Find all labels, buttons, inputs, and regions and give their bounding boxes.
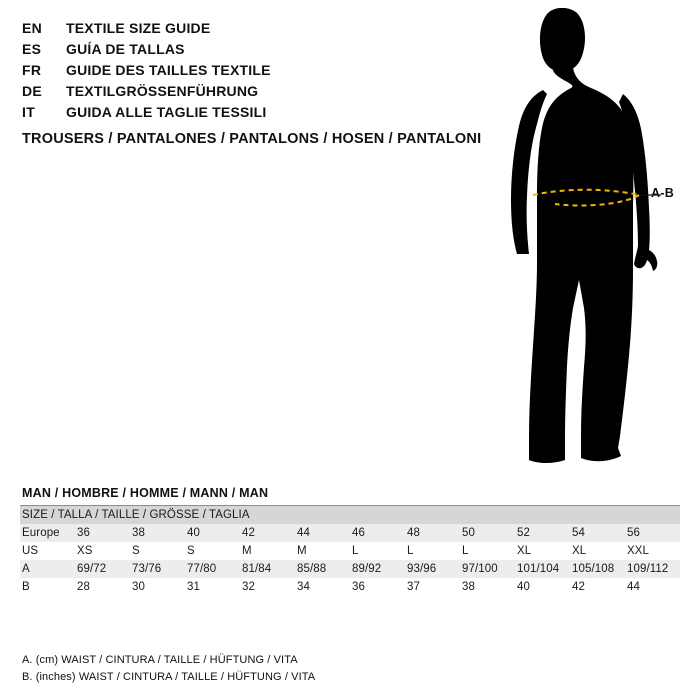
cell-us-8: XL [515,542,570,560]
language-title-block [22,20,482,125]
cell-a-2: 77/80 [185,560,240,578]
language-title-it: GUIDA ALLE TAGLIE TESSILI [66,104,267,120]
row-label-b: B [20,578,75,596]
language-row-it [22,104,482,125]
cell-b-8: 40 [515,578,570,596]
footnote-a: A. (cm) WAIST / CINTURA / TAILLE / HÜFTUNG / VITA [22,654,298,666]
footnotes [22,652,622,686]
cell-b-0: 28 [75,578,130,596]
cell-us-6: L [405,542,460,560]
language-code-de: DE [22,83,43,99]
cell-a-9: 105/108 [570,560,625,578]
language-title-fr: GUIDE DES TAILLES TEXTILE [66,62,271,78]
garment-type-title: TROUSERS / PANTALONES / PANTALONS / HOSEN / PANTALONI [22,131,482,147]
cell-europe-7: 50 [460,524,515,542]
row-label-us: US [20,542,75,560]
size-table-area [20,486,680,596]
table-row [20,578,680,596]
cell-a-8: 101/104 [515,560,570,578]
language-row-fr [22,62,482,83]
cell-a-3: 81/84 [240,560,295,578]
cell-europe-5: 46 [350,524,405,542]
cell-us-1: S [130,542,185,560]
cell-b-9: 42 [570,578,625,596]
cell-a-6: 93/96 [405,560,460,578]
cell-europe-10: 56 [625,524,680,542]
cell-us-9: XL [570,542,625,560]
cell-b-4: 34 [295,578,350,596]
cell-us-10: XXL [625,542,680,560]
cell-a-7: 97/100 [460,560,515,578]
cell-a-5: 89/92 [350,560,405,578]
cell-b-1: 30 [130,578,185,596]
cell-us-2: S [185,542,240,560]
measure-label-ab: A-B [651,186,675,200]
language-row-es [22,41,482,62]
row-label-europe: Europe [20,524,75,542]
row-label-a: A [20,560,75,578]
language-title-es: GUÍA DE TALLAS [66,41,185,57]
cell-us-3: M [240,542,295,560]
cell-europe-2: 40 [185,524,240,542]
cell-us-5: L [350,542,405,560]
cell-b-5: 36 [350,578,405,596]
cell-b-6: 37 [405,578,460,596]
cell-us-0: XS [75,542,130,560]
male-silhouette-icon [455,8,695,478]
cell-a-1: 73/76 [130,560,185,578]
cell-europe-0: 36 [75,524,130,542]
language-row-en [22,20,482,41]
table-row-size-heading [20,506,680,524]
language-title-de: TEXTILGRÖSSENFÜHRUNG [66,83,259,99]
size-table [20,506,680,596]
cell-a-10: 109/112 [625,560,680,578]
language-code-en: EN [22,20,43,36]
language-title-en: TEXTILE SIZE GUIDE [66,20,211,36]
body-figure [455,8,695,478]
language-code-es: ES [22,41,42,57]
cell-b-10: 44 [625,578,680,596]
cell-us-4: M [295,542,350,560]
table-row [20,524,680,542]
table-row [20,542,680,560]
cell-a-4: 85/88 [295,560,350,578]
cell-a-0: 69/72 [75,560,130,578]
cell-europe-3: 42 [240,524,295,542]
cell-b-2: 31 [185,578,240,596]
language-code-it: IT [22,104,36,120]
cell-us-7: L [460,542,515,560]
cell-europe-1: 38 [130,524,185,542]
cell-b-7: 38 [460,578,515,596]
language-row-de [22,83,482,104]
size-heading-cell: SIZE / TALLA / TAILLE / GRÖSSE / TAGLIA [20,506,680,524]
cell-europe-9: 54 [570,524,625,542]
footnote-b: B. (inches) WAIST / CINTURA / TAILLE / HÜFTUNG / VITA [22,671,316,683]
language-code-fr: FR [22,62,42,78]
cell-europe-4: 44 [295,524,350,542]
gender-heading: MAN / HOMBRE / HOMME / MANN / MAN [22,486,269,500]
cell-b-3: 32 [240,578,295,596]
cell-europe-6: 48 [405,524,460,542]
cell-europe-8: 52 [515,524,570,542]
table-row [20,560,680,578]
